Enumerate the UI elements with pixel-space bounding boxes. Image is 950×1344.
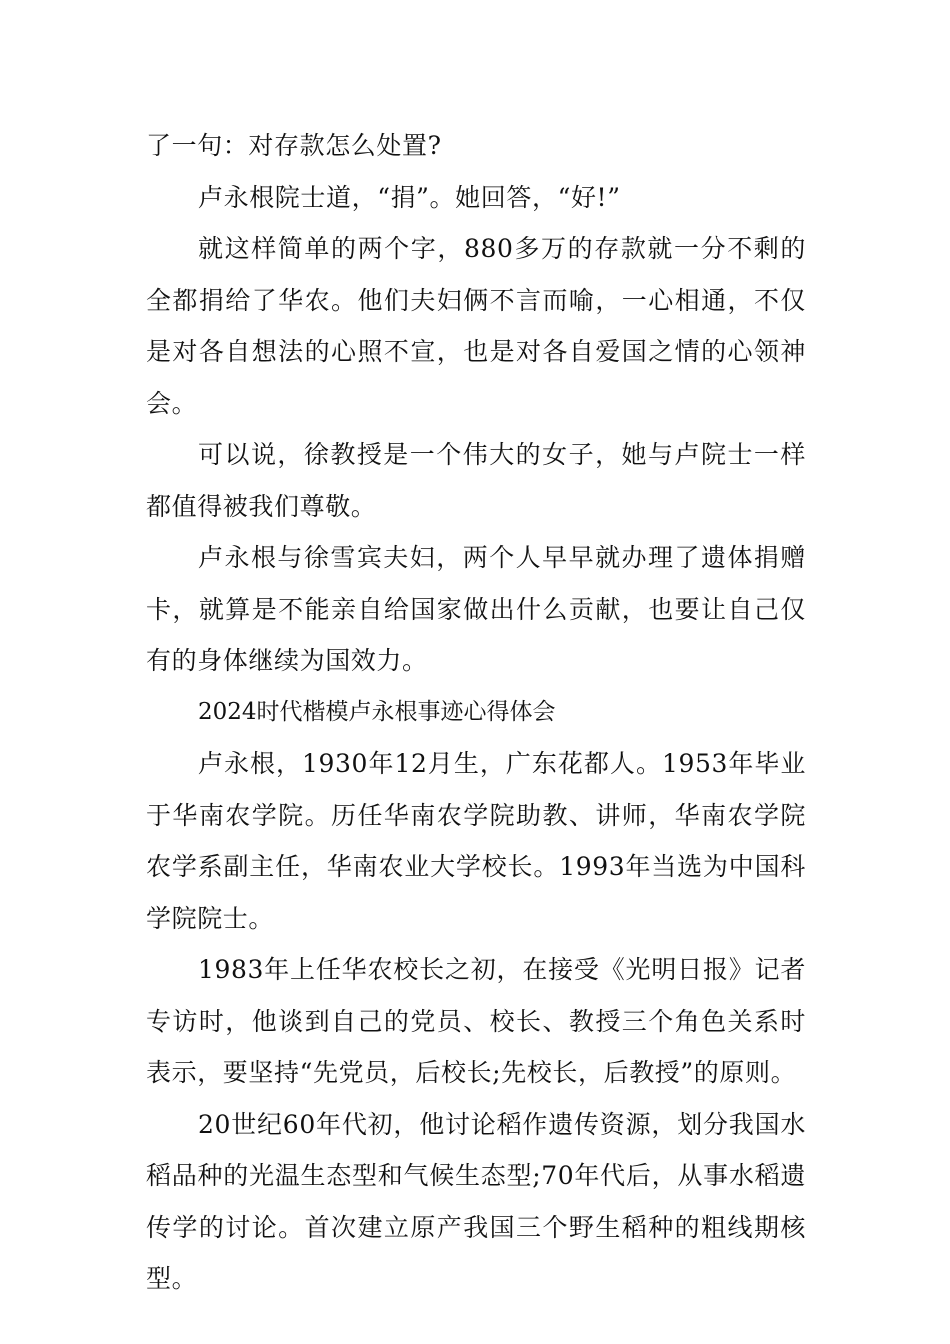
paragraph-4: 可以说，徐教授是一个伟大的女子，她与卢院士一样都值得被我们尊敬。: [146, 440, 806, 521]
document-body: [146, 120, 806, 1305]
paragraph-2: 卢永根院士道，“捐”。她回答，“好!”: [198, 182, 621, 212]
section-heading: 2024时代楷模卢永根事迹心得体会: [198, 698, 556, 725]
paragraph-1: 了一句：对存款怎么处置?: [146, 131, 442, 160]
paragraph-3: 就这样简单的两个字，880多万的存款就一分不剩的全都捐给了华农。他们夫妇俩不言而喻，一心相通，不仅是对各自想法的心照不宣，也是对各自爱国之情的心领神会。: [146, 234, 806, 418]
paragraph-7: 卢永根，1930年12月生，广东花都人。1953年毕业于华南农学院。历任华南农学院助教、讲师，华南农学院农学系副主任，华南农业大学校长。1993年当选为中国科学院院士。: [146, 749, 806, 933]
paragraph-5: 卢永根与徐雪宾夫妇，两个人早早就办理了遗体捐赠卡，就算是不能亲自给国家做出什么贡献，也要让自己仅有的身体继续为国效力。: [146, 543, 806, 675]
paragraph-9: 20世纪60年代初，他讨论稻作遗传资源，划分我国水稻品种的光温生态型和气候生态型;70年代后，从事水稻遗传学的讨论。首次建立原产我国三个野生稻种的粗线期核型。: [146, 1109, 806, 1293]
paragraph-8: 1983年上任华农校长之初，在接受《光明日报》记者专访时，他谈到自己的党员、校长、教授三个角色关系时表示，要坚持“先党员，后校长;先校长，后教授”的原则。: [146, 955, 806, 1087]
